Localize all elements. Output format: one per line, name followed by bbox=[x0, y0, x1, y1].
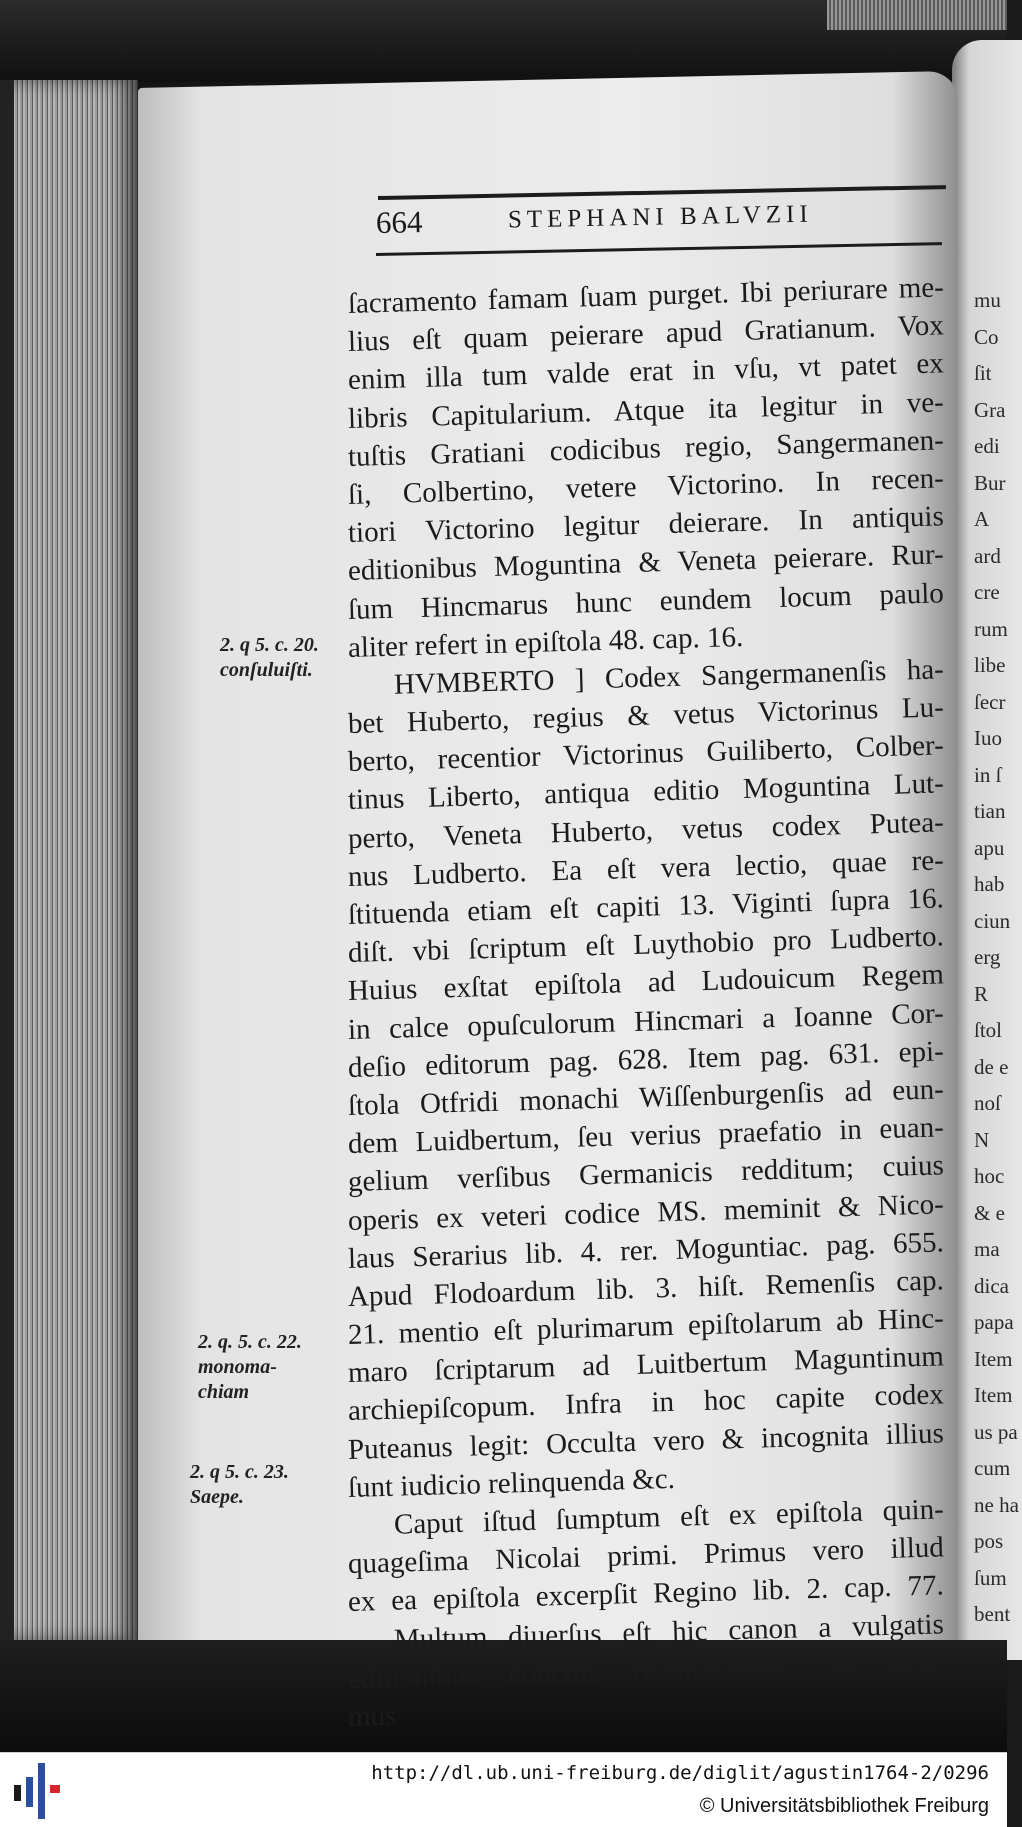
page-stack-edge bbox=[0, 80, 138, 1640]
text-line: in calce opuſculorum Hincmari a Ioanne Cor- bbox=[347, 996, 945, 1046]
margin-note-ref: 2. q. 5. c. 22. bbox=[198, 1331, 302, 1353]
text-line: operis ex veteri codice MS. meminit & Nico- bbox=[347, 1187, 945, 1237]
text-line: archiepiſcopum. Infra in hoc capite codex bbox=[347, 1378, 945, 1428]
margin-note-word: conſuluiſti. bbox=[220, 659, 313, 681]
next-page-text-fragment: Gra bbox=[974, 397, 1006, 422]
margin-note-word: monoma- bbox=[198, 1356, 277, 1378]
margin-note-ref: 2. q 5. c. 23. bbox=[190, 1461, 289, 1483]
next-page-text-fragment: us pa bbox=[974, 1419, 1018, 1444]
next-page-fragment bbox=[952, 40, 1022, 1660]
next-page-text-fragment: ma bbox=[974, 1237, 1000, 1261]
text-line: ex ea epiſtola excerpſit Regino lib. 2. cap. 77. bbox=[347, 1569, 945, 1619]
book-top-pages-edge bbox=[827, 0, 1007, 30]
next-page-text-fragment: dica bbox=[974, 1273, 1009, 1298]
footer-copyright: © Universitätsbibliothek Freiburg bbox=[699, 1795, 989, 1817]
text-line: Caput iſtud ſumptum eſt ex epiſtola quin- bbox=[393, 1493, 945, 1541]
next-page-text-fragment: Item bbox=[974, 1346, 1013, 1371]
margin-note-2 bbox=[198, 1330, 302, 1405]
text-line: quageſima Nicolai primi. Primus vero illud bbox=[347, 1531, 945, 1581]
text-line: aliter refert in epiſtola 48. cap. 16. bbox=[347, 620, 744, 664]
text-line: gelium verſibus Germanicis redditum; cuius bbox=[347, 1149, 945, 1199]
next-page-text-fragment: papa bbox=[974, 1310, 1014, 1334]
text-line: enim illa tum valde erat in vſu, vt patet ex bbox=[347, 347, 945, 397]
text-line: Multum diuerſus eſt hic canon a vulgatis bbox=[393, 1607, 945, 1656]
library-logo bbox=[14, 1763, 62, 1819]
next-page-text-fragment: ard bbox=[974, 543, 1001, 568]
next-page-text-fragment: edi bbox=[974, 434, 1000, 458]
next-page-text-fragment: apu bbox=[974, 835, 1005, 860]
next-page-text-fragment: bent bbox=[974, 1602, 1011, 1626]
next-page-text-fragment: Iuo bbox=[974, 726, 1002, 750]
next-page-text-fragment: in ſ bbox=[974, 762, 1002, 787]
text-line: mus bbox=[347, 1699, 397, 1733]
next-page-text-fragment: de e bbox=[974, 1054, 1009, 1079]
next-page-text-fragment: & e bbox=[974, 1200, 1005, 1225]
next-page-text-fragment: cre bbox=[974, 580, 1000, 604]
next-page-text-fragment: Co bbox=[974, 324, 999, 349]
text-line: libris Capitularium. Atque ita legitur in ve- bbox=[347, 385, 945, 435]
next-page-text-fragment: R bbox=[974, 981, 989, 1006]
book-cover-edge bbox=[0, 80, 14, 1640]
text-line: editionibus Moguntina & Veneta peierare. Rur- bbox=[347, 538, 945, 588]
next-page-text-fragment: libe bbox=[974, 653, 1006, 677]
next-page-text-fragment: tian bbox=[974, 799, 1006, 823]
text-line: ſi, Colbertino, vetere Victorino. In recen- bbox=[347, 462, 945, 511]
text-line: laus Serarius lib. 4. rer. Moguntiac. pag. 655. bbox=[347, 1226, 945, 1275]
next-page-text-fragment: noſ bbox=[974, 1091, 1001, 1115]
next-page-text-fragment: hab bbox=[974, 872, 1005, 896]
next-page-text-fragment: cum bbox=[974, 1456, 1011, 1480]
text-line: lius eſt quam peierare apud Gratianum. Vox bbox=[347, 309, 945, 359]
page-number: 664 bbox=[375, 204, 423, 240]
text-line: perto, Veneta Huberto, vetus codex Putea- bbox=[347, 805, 945, 855]
text-line: Huius exſtat epiſtola ad Ludouicum Regem bbox=[347, 958, 945, 1008]
text-line: maro ſcriptarum ad Luitbertum Maguntinum bbox=[347, 1340, 945, 1390]
text-line: Puteanus legit: Occulta vero & incognita illius bbox=[347, 1416, 945, 1466]
text-line: tiori Victorino legitur deierare. In antiquis bbox=[347, 500, 945, 550]
text-line: nus Ludberto. Ea eſt vera lectio, quae re- bbox=[347, 844, 945, 893]
next-page-text-fragment: mu bbox=[974, 288, 1001, 312]
text-line: deſio editorum pag. 628. Item pag. 631. epi- bbox=[347, 1035, 945, 1084]
next-page-text-fragment: ſecr bbox=[974, 689, 1006, 714]
next-page-text-fragment: Bur bbox=[974, 470, 1006, 495]
viewer-footer bbox=[0, 1752, 1007, 1827]
next-page-text-fragment: ſtol bbox=[974, 1018, 1003, 1042]
text-line: tuſtis Gratiani codicibus regio, Sangermanen- bbox=[347, 424, 945, 473]
margin-note-word: chiam bbox=[198, 1381, 250, 1403]
text-line: ſacramento famam ſuam purget. Ibi periurare me- bbox=[347, 271, 945, 320]
next-page-text-fragment: ne ha bbox=[974, 1492, 1019, 1517]
text-line: Apud Flodoardum lib. 3. hiſt. Remenſis cap. bbox=[347, 1264, 945, 1313]
next-page-text-fragment: A bbox=[974, 507, 990, 531]
text-line: tinus Liberto, antiqua editio Moguntina Lut- bbox=[347, 767, 945, 817]
next-page-text-fragment: N bbox=[974, 1127, 990, 1152]
body-text bbox=[347, 271, 945, 1736]
text-line: dem Luidbertum, ſeu verius praefatio in euan- bbox=[347, 1111, 945, 1161]
text-line: ſtituenda etiam eſt capiti 13. Viginti ſupra 16. bbox=[347, 882, 945, 931]
next-page-text-fragment: hoc bbox=[974, 1164, 1005, 1188]
next-page-text-fragment: ſum bbox=[974, 1565, 1007, 1590]
next-page-text-fragment: pos bbox=[974, 1529, 1004, 1553]
text-line: ſunt iudicio relinquenda &c. bbox=[347, 1462, 676, 1504]
running-head: STEPHANI BALVZII bbox=[507, 200, 813, 234]
next-page-text-fragment: ſit bbox=[974, 361, 992, 385]
text-line: ſum Hincmarus hunc eundem locum paulo bbox=[347, 576, 945, 626]
footer-permalink[interactable]: http://dl.ub.uni-freiburg.de/diglit/agustin1764-2/0296 bbox=[371, 1762, 989, 1784]
next-page-text-fragment: rum bbox=[974, 616, 1008, 641]
text-line: ſtola Otfridi monachi Wiſſenburgenſis ad eun- bbox=[347, 1073, 945, 1122]
text-line: bet Huberto, regius & vetus Victorinus Lu- bbox=[347, 691, 945, 741]
margin-note-ref: 2. q 5. c. 20. bbox=[220, 634, 319, 656]
margin-note-3 bbox=[190, 1460, 289, 1510]
margin-note-1 bbox=[220, 633, 319, 683]
next-page-text-fragment: Item bbox=[974, 1383, 1013, 1407]
text-line: berto, recentior Victorinus Guiliberto, Colber- bbox=[347, 729, 945, 779]
text-line: editionibus concilii Wormacienſis, vti dixi- bbox=[347, 1646, 945, 1695]
next-page-text-fragment: ciun bbox=[974, 908, 1011, 933]
text-line: HVMBERTO ] Codex Sangermanenſis ha- bbox=[393, 653, 945, 701]
text-line: diſt. vbi ſcriptum eſt Luythobio pro Ludberto. bbox=[347, 920, 945, 970]
margin-note-word: Saepe. bbox=[190, 1486, 244, 1508]
text-line: 21. mentio eſt plurimarum epiſtolarum ab Hinc- bbox=[347, 1302, 945, 1352]
next-page-text-fragment: erg bbox=[974, 945, 1001, 969]
